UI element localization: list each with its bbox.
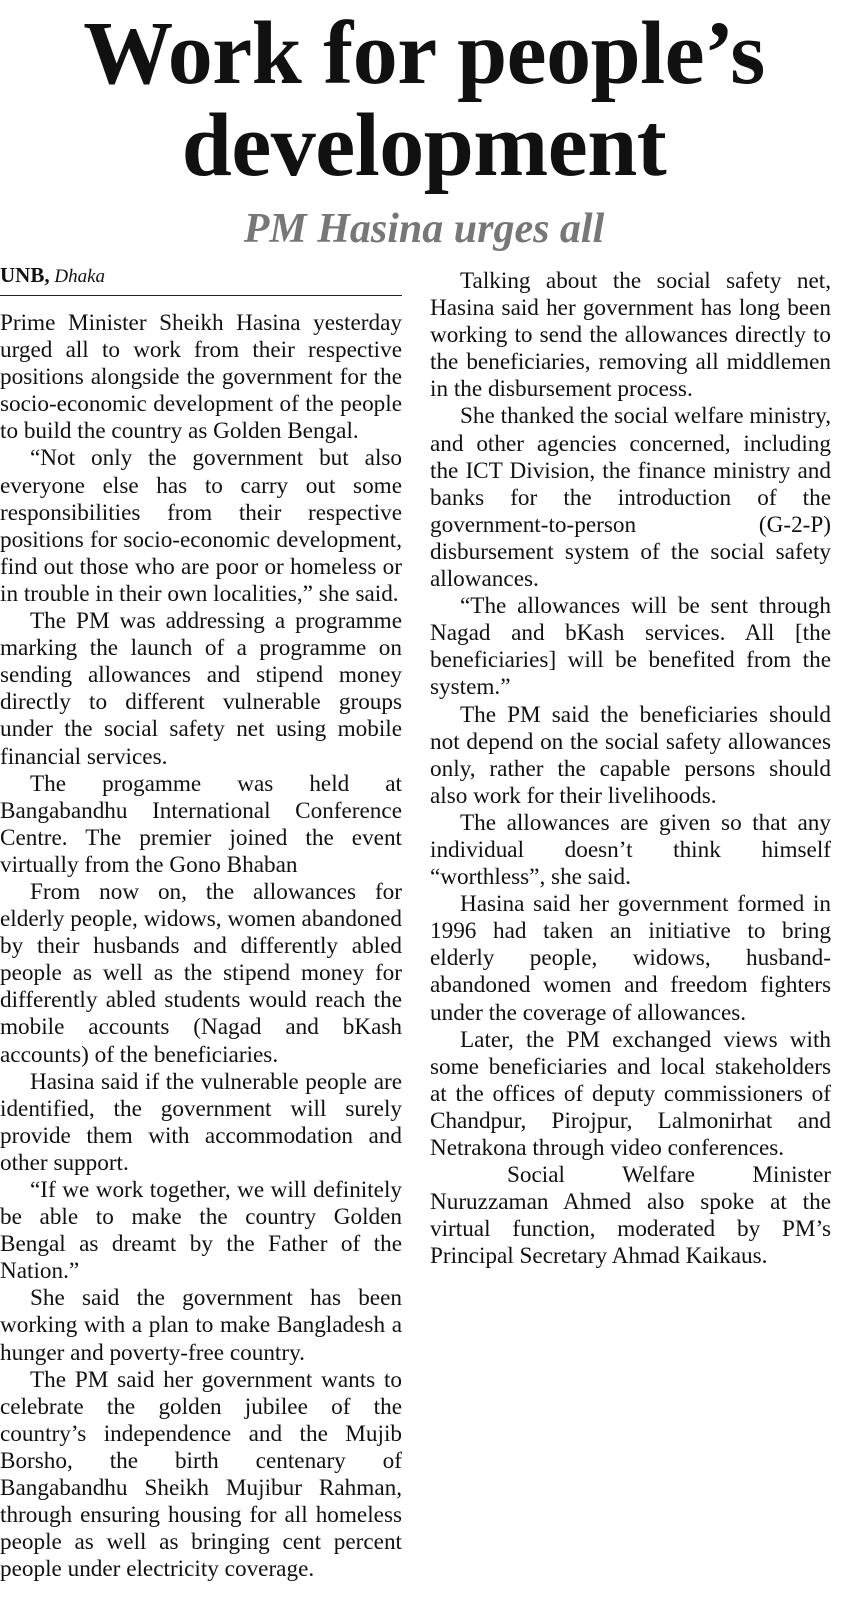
article-paragraph: The PM said the beneficiaries should not depend on the social safety allowances only, rather the capable persons should also work for their livelihoods. — [430, 701, 831, 809]
byline-agency: UNB, — [0, 263, 50, 287]
byline — [0, 263, 402, 296]
article-paragraph: Talking about the social safety net, Hasina said her government has long been working to send the allowances directly to the beneficiaries, removing all middlemen in the disbursement process. — [430, 268, 831, 403]
article-paragraph: “The allowances will be sent through Nagad and bKash services. All [the beneficiaries] will be benefited from the system.” — [430, 593, 831, 701]
article-paragraph: The PM said her government wants to celebrate the golden jubilee of the country’s independence and the Mujib Borsho, the birth centenary of Bangabandhu Sheikh Mujibur Rahman, through ensuring housing for all homeless people as well as bringing cent percent people under electricity coverage. — [0, 1366, 402, 1583]
article-column-right — [430, 268, 831, 1270]
article-paragraph: Social Welfare Minister Nuruzzaman Ahmed also spoke at the virtual function, moderated by PM’s Principal Secretary Ahmad Kaikaus. — [430, 1162, 831, 1270]
article-paragraph: Hasina said her government formed in 1996 had taken an initiative to bring elderly people, widows, husband-abandoned women and freedom fighters under the coverage of allowances. — [430, 891, 831, 1026]
article-paragraph: Hasina said if the vulnerable people are identified, the government will surely provide them with accommodation and other support. — [0, 1068, 402, 1176]
article-paragraph: The allowances are given so that any individual doesn’t think himself “worthless”, she said. — [430, 809, 831, 891]
article-column-left — [0, 310, 402, 1583]
article-paragraph: “Not only the government but also everyone else has to carry out some responsibilities from their respective positions for socio-economic development, find out those who are poor or homeless or in trouble in their own localities,” she said. — [0, 445, 402, 607]
article-paragraph: From now on, the allowances for elderly people, widows, women abandoned by their husbands and differently abled people as well as the stipend money for differently abled students would reach the mobile accounts (Nagad and bKash accounts) of the beneficiaries. — [0, 878, 402, 1068]
article-paragraph: The progamme was held at Bangabandhu International Conference Centre. The premier joined the event virtually from the Gono Bhaban — [0, 770, 402, 878]
article-paragraph: She thanked the social welfare ministry, and other agencies concerned, including the ICT Division, the finance ministry and banks for the introduction of the government-to-person (G-2-P) disbursement system of the social safety allowances. — [430, 403, 831, 593]
subheadline: PM Hasina urges all — [243, 206, 605, 252]
article-paragraph: The PM was addressing a programme marking the launch of a programme on sending allowances and stipend money directly to different vulnerable groups under the social safety net using mobile financial services. — [0, 608, 402, 770]
article-paragraph: She said the government has been working with a plan to make Bangladesh a hunger and poverty-free country. — [0, 1285, 402, 1366]
article-paragraph: “If we work together, we will definitely be able to make the country Golden Bengal as dreamt by the Father of the Nation.” — [0, 1177, 402, 1285]
byline-place: Dhaka — [54, 266, 105, 287]
article-paragraph: Prime Minister Sheikh Hasina yesterday urged all to work from their respective positions alongside the government for the socio-economic development of the people to build the country as Golden Bengal. — [0, 310, 402, 445]
article-paragraph: Later, the PM exchanged views with some beneficiaries and local stakeholders at the offices of deputy commissioners of Chandpur, Pirojpur, Lalmonirhat and Netrakona through video conferences. — [430, 1026, 831, 1161]
headline: Work for people’s development — [83, 4, 765, 195]
